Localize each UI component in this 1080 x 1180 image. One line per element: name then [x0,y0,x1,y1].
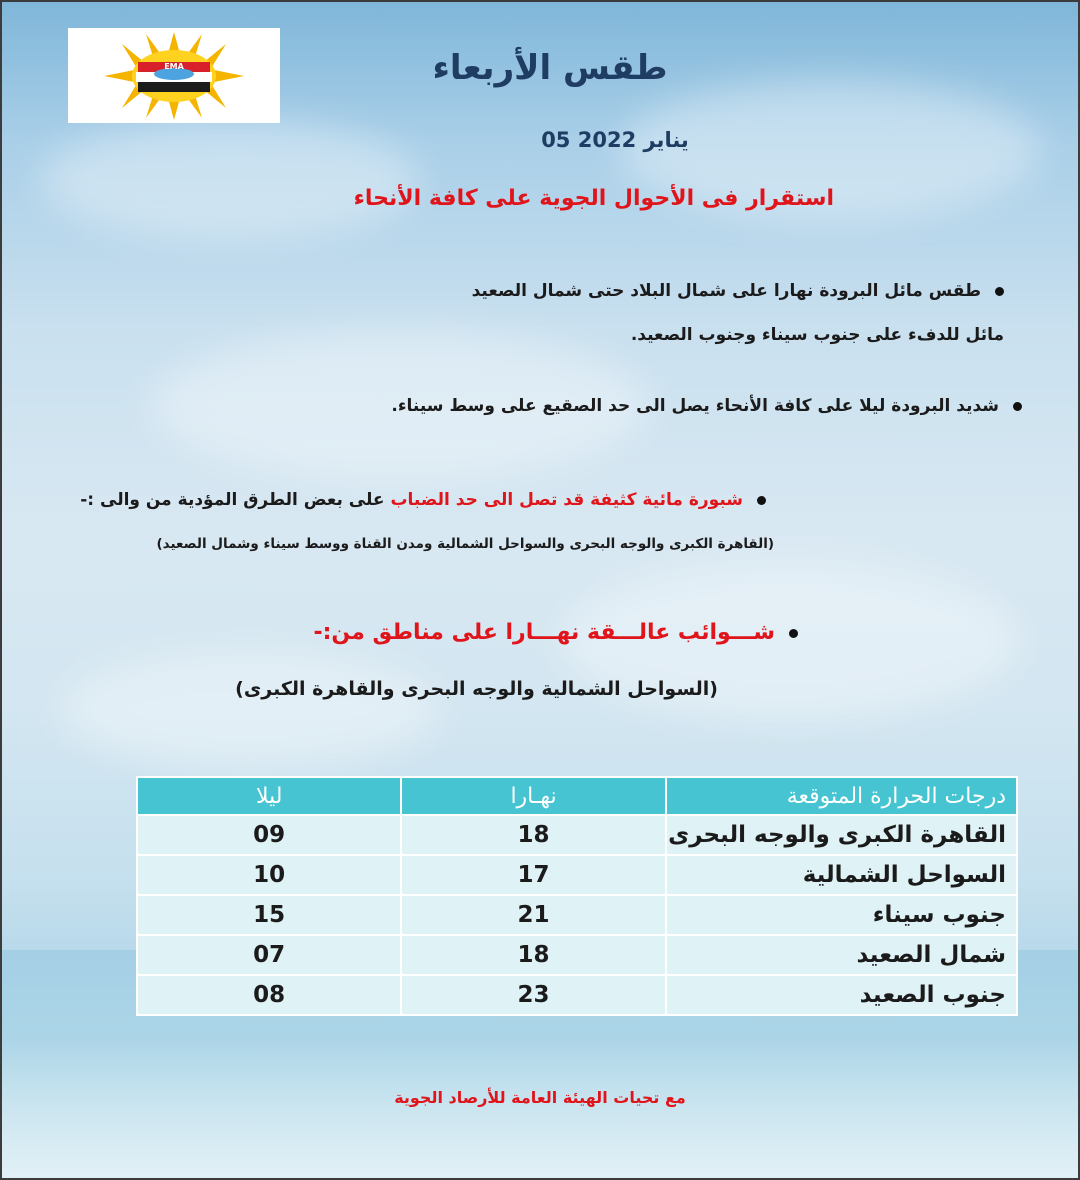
temperature-table [136,776,1018,1016]
region-cell: القاهرة الكبرى والوجه البحرى [666,815,1017,855]
night-temp-cell: 10 [137,855,401,895]
sun-logo-icon [79,31,269,121]
night-temp-cell: 15 [137,895,401,935]
bullet-dust: شـــوائب عالـــقة نهـــارا على مناطق من:- [314,620,799,645]
table-row [137,935,1017,975]
bullet-cold-day: طقس مائل البرودة نهارا على شمال البلاد حتى شمال الصعيد [472,281,1004,301]
bullet-warm-south: مائل للدفء على جنوب سيناء وجنوب الصعيد. [630,325,1004,345]
table-header-row [137,777,1017,815]
header-day: نهـارا [401,777,665,815]
headline: استقرار فى الأحوال الجوية على كافة الأنحاء [353,186,834,211]
dust-regions: (السواحل الشمالية والوجه البحرى والقاهرة الكبرى) [235,678,718,700]
region-cell: السواحل الشمالية [666,855,1017,895]
night-temp-cell: 08 [137,975,401,1015]
night-temp-cell: 07 [137,935,401,975]
day-temp-cell: 17 [401,855,665,895]
bullet-dot-icon [789,629,798,638]
page-title: طقس الأربعاء [432,48,668,88]
footer-signature: مع تحيات الهيئة العامة للأرصاد الجوية [394,1088,686,1107]
table-row [137,815,1017,855]
region-cell: جنوب الصعيد [666,975,1017,1015]
day-temp-cell: 18 [401,815,665,855]
bullet-fog: شبورة مائية كثيفة قد تصل الى حد الضباب على بعض الطرق المؤدية من والى :- [80,490,766,510]
bullet-dot-icon [995,287,1004,296]
logo-text: EMA [164,61,184,71]
ema-logo [68,28,280,123]
day-temp-cell: 18 [401,935,665,975]
fog-regions: (القاهرة الكبرى والوجه البحرى والسواحل الشمالية ومدن القناة ووسط سيناء وشمال الصعيد) [156,536,774,552]
night-temp-cell: 09 [137,815,401,855]
bullet-dot-icon [1013,402,1022,411]
table-row [137,975,1017,1015]
region-cell: شمال الصعيد [666,935,1017,975]
header-region: درجات الحرارة المتوقعة [666,777,1017,815]
header-night: ليلا [137,777,401,815]
table-row [137,895,1017,935]
region-cell: جنوب سيناء [666,895,1017,935]
day-temp-cell: 21 [401,895,665,935]
table-row [137,855,1017,895]
bullet-dot-icon [757,496,766,505]
day-temp-cell: 23 [401,975,665,1015]
bullet-frost-night: شديد البرودة ليلا على كافة الأنحاء يصل الى حد الصقيع على وسط سيناء. [391,396,1022,416]
forecast-date: 05 يناير 2022 [541,128,689,152]
